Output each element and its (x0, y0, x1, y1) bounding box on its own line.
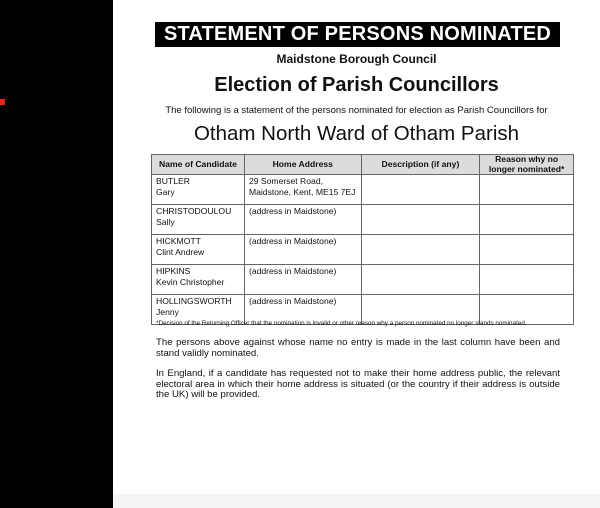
statement-banner: STATEMENT OF PERSONS NOMINATED (155, 22, 560, 47)
header-description: Description (if any) (361, 155, 480, 175)
reason-cell (480, 205, 574, 235)
validity-paragraph: The persons above against whose name no entry is made in the last column have been and stand validly nominated. (156, 337, 560, 359)
council-name: Maidstone Borough Council (276, 52, 437, 66)
address-privacy-paragraph: In England, if a candidate has requested not to make their home address public, the relevant electoral area in which their home address is situated (or the country if their address is outside the UK) will be provided. (156, 368, 560, 400)
address-line1: (address in Maidstone) (248, 236, 337, 246)
candidate-name-cell (152, 205, 245, 235)
candidate-surname: CHRISTODOULOU (156, 206, 232, 216)
reason-cell (480, 175, 574, 205)
address-line2: Maidstone, Kent, ME15 7EJ (248, 186, 356, 197)
address-cell (244, 175, 361, 205)
description-cell (361, 175, 480, 205)
address-cell (244, 235, 361, 265)
candidate-surname: HICKMOTT (156, 236, 201, 246)
reason-cell (480, 235, 574, 265)
address-cell (244, 205, 361, 235)
candidate-forenames: Kevin Christopher (156, 276, 225, 287)
header-address: Home Address (244, 155, 361, 175)
nominations-table (151, 154, 574, 325)
table-header-row (152, 155, 574, 175)
candidate-surname: BUTLER (156, 176, 190, 186)
description-cell (361, 235, 480, 265)
table-row (152, 235, 574, 265)
description-cell (361, 205, 480, 235)
candidate-forenames: Clint Andrew (156, 246, 205, 257)
address-cell (244, 265, 361, 295)
address-line1: (address in Maidstone) (248, 206, 337, 216)
left-dark-pane (0, 0, 113, 508)
candidate-surname: HOLLINGSWORTH (156, 296, 232, 306)
address-line1: (address in Maidstone) (248, 266, 337, 276)
bottom-bar (113, 494, 600, 508)
table-row (152, 175, 574, 205)
intro-text: The following is a statement of the persons nominated for election as Parish Councillors for (165, 105, 548, 116)
candidate-surname: HIPKINS (156, 266, 191, 276)
table-row (152, 205, 574, 235)
header-reason: Reason why no longer nominated* (480, 155, 574, 175)
candidate-forenames: Jenny (156, 306, 179, 317)
table-footnote: *Decision of the Returning Officer that the nomination is invalid or other reason why a person nominated no longer stands nominated. (156, 320, 527, 327)
red-marker (0, 99, 5, 105)
table-row (152, 265, 574, 295)
header-name: Name of Candidate (152, 155, 245, 175)
ward-name: Otham North Ward of Otham Parish (193, 122, 520, 145)
candidate-name-cell (152, 175, 245, 205)
candidate-name-cell (152, 265, 245, 295)
address-line1: (address in Maidstone) (248, 296, 337, 306)
election-title: Election of Parish Councillors (214, 74, 499, 96)
reason-cell (480, 265, 574, 295)
candidate-name-cell (152, 235, 245, 265)
description-cell (361, 265, 480, 295)
candidate-forenames: Gary (156, 186, 175, 197)
candidate-forenames: Sally (156, 216, 175, 227)
address-line1: 29 Somerset Road, (248, 176, 323, 186)
